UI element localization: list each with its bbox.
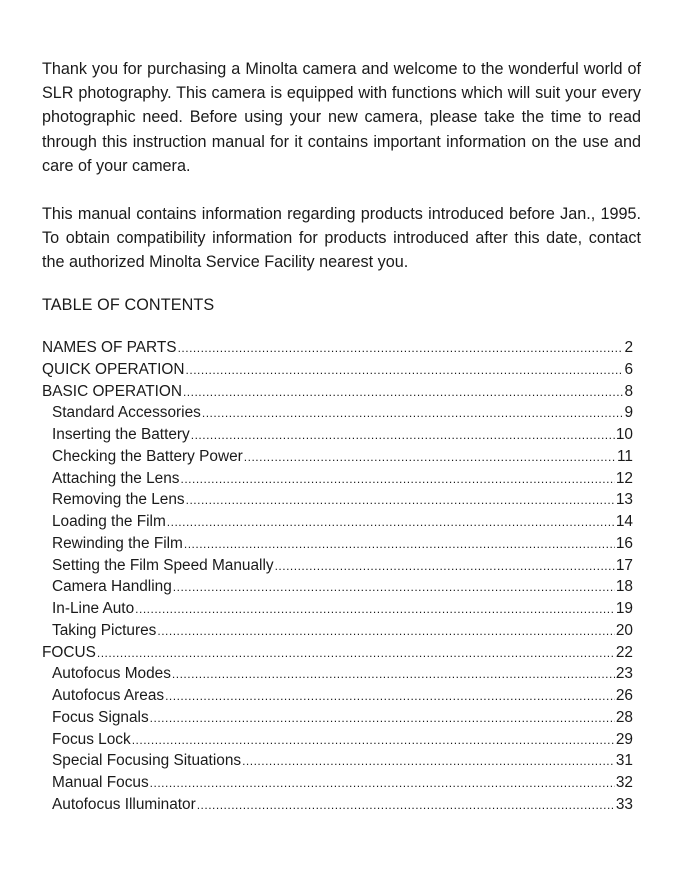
toc-entry	[42, 404, 633, 426]
toc-entry-title: Special Focusing Situations	[52, 752, 242, 770]
toc-dot-leader	[167, 513, 615, 531]
toc-entry-page: 2	[624, 339, 633, 356]
toc-dot-leader	[135, 600, 615, 618]
toc-entry-page: 16	[615, 534, 633, 552]
toc-entry	[42, 644, 633, 666]
toc-entry-title: Camera Handling	[52, 578, 172, 596]
toc-dot-leader	[275, 557, 615, 575]
toc-entry	[42, 687, 633, 709]
toc-entry-page: 10	[615, 426, 633, 443]
table-of-contents	[42, 339, 633, 818]
toc-entry-page: 29	[615, 730, 633, 748]
toc-entry-page: 17	[615, 556, 633, 574]
toc-entry-page: 9	[624, 404, 633, 422]
toc-entry-page: 6	[624, 360, 633, 378]
toc-entry	[42, 535, 633, 557]
toc-entry-title: Autofocus Illuminator	[52, 795, 196, 813]
toc-entry-page: 18	[615, 578, 633, 596]
toc-dot-leader	[197, 796, 615, 814]
toc-entry-title: Autofocus Areas	[52, 687, 165, 704]
toc-entry	[42, 513, 633, 535]
toc-entry	[42, 383, 633, 405]
toc-entry-title: FOCUS	[42, 643, 96, 661]
toc-entry-title: In-Line Auto	[52, 600, 135, 617]
toc-entry-page: 26	[615, 687, 633, 704]
toc-entry-page: 20	[615, 621, 633, 639]
toc-dot-leader	[165, 687, 615, 705]
toc-entry-page: 32	[615, 774, 633, 791]
toc-dot-leader	[191, 426, 615, 444]
toc-entry-title: Removing the Lens	[52, 491, 185, 509]
toc-dot-leader	[157, 622, 615, 640]
toc-dot-leader	[173, 578, 615, 596]
toc-entry-title: QUICK OPERATION	[42, 360, 185, 378]
toc-entry-page: 11	[617, 447, 633, 465]
toc-entry-title: Attaching the Lens	[52, 469, 180, 487]
toc-entry	[42, 491, 633, 513]
toc-entry	[42, 448, 633, 470]
toc-heading: TABLE OF CONTENTS	[42, 296, 215, 314]
toc-entry-title: NAMES OF PARTS	[42, 339, 177, 356]
toc-entry-title: Manual Focus	[52, 774, 149, 791]
toc-dot-leader	[172, 665, 615, 683]
toc-dot-leader	[178, 339, 624, 357]
toc-entry-page: 22	[615, 643, 633, 661]
toc-entry	[42, 731, 633, 753]
toc-dot-leader	[242, 752, 615, 770]
toc-entry-page: 33	[615, 795, 633, 813]
intro-paragraph-compatibility: This manual contains information regarding products introduced before Jan., 1995. To obtain compatibility information for products introduced after this date, contact the authorized Minolta Service Facility nearest you.	[42, 205, 641, 272]
toc-dot-leader	[202, 404, 624, 422]
toc-dot-leader	[150, 774, 615, 792]
toc-entry	[42, 665, 633, 687]
toc-entry-page: 31	[615, 752, 633, 770]
toc-entry-title: Standard Accessories	[52, 404, 201, 422]
toc-entry-page: 14	[615, 513, 633, 530]
toc-entry	[42, 557, 633, 579]
toc-entry-title: BASIC OPERATION	[42, 382, 182, 400]
toc-entry-title: Focus Lock	[52, 730, 131, 748]
toc-entry	[42, 578, 633, 600]
toc-dot-leader	[181, 470, 615, 488]
toc-dot-leader	[97, 644, 615, 662]
toc-entry-title: Taking Pictures	[52, 621, 157, 639]
toc-entry-title: Autofocus Modes	[52, 665, 171, 683]
toc-entry-page: 8	[624, 382, 633, 400]
toc-entry-title: Focus Signals	[52, 708, 149, 726]
toc-entry	[42, 752, 633, 774]
toc-dot-leader	[150, 709, 615, 727]
toc-entry-title: Setting the Film Speed Manually	[52, 556, 274, 574]
toc-dot-leader	[132, 731, 615, 749]
toc-entry-title: Rewinding the Film	[52, 534, 183, 552]
toc-dot-leader	[186, 361, 624, 379]
toc-entry-page: 12	[615, 469, 633, 487]
toc-entry-page: 19	[615, 600, 633, 617]
toc-entry	[42, 600, 633, 622]
toc-entry-title: Loading the Film	[52, 513, 166, 530]
toc-entry	[42, 426, 633, 448]
toc-entry	[42, 709, 633, 731]
toc-entry-page: 28	[615, 708, 633, 726]
toc-entry-page: 23	[615, 665, 633, 683]
toc-dot-leader	[244, 448, 616, 466]
toc-entry-title: Inserting the Battery	[52, 426, 190, 443]
toc-entry	[42, 774, 633, 796]
toc-dot-leader	[186, 491, 615, 509]
toc-entry	[42, 622, 633, 644]
toc-entry	[42, 796, 633, 818]
toc-entry	[42, 470, 633, 492]
intro-paragraph-welcome: Thank you for purchasing a Minolta camera and welcome to the wonderful world of SLR photography. This camera is equipped with functions which will suit your every photographic need. Before using your new camera, please take the time to read through this instruction manual for it contains important information on the use and care of your camera.	[42, 60, 641, 175]
toc-entry	[42, 361, 633, 383]
toc-entry	[42, 339, 633, 361]
toc-dot-leader	[184, 535, 615, 553]
toc-entry-page: 13	[615, 491, 633, 509]
toc-entry-title: Checking the Battery Power	[52, 447, 243, 465]
toc-dot-leader	[183, 383, 623, 401]
